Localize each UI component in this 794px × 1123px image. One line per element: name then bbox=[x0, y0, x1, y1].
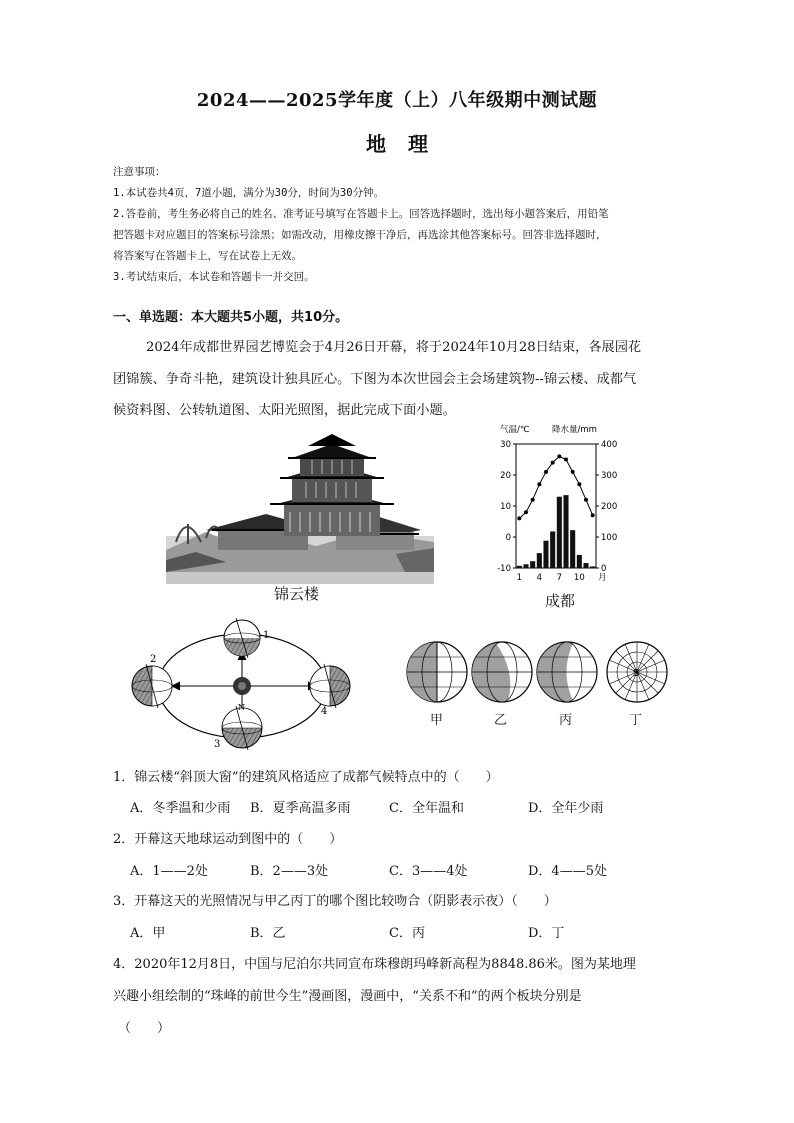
globe-jia bbox=[407, 642, 467, 702]
precip-bar bbox=[557, 497, 562, 568]
temp-point bbox=[537, 482, 541, 486]
note-item: 1.本试卷共4页，7道小题，满分为30分，时间为30分钟。 bbox=[113, 187, 385, 199]
temp-point bbox=[551, 461, 555, 465]
question-2-stem: 2．开幕这天地球运动到图中的（ ） bbox=[113, 832, 343, 847]
precip-bar bbox=[563, 495, 568, 568]
passage-line: 候资料图、公转轨道图、太阳光照图，据此完成下面小题。 bbox=[113, 403, 456, 418]
temp-point bbox=[524, 510, 528, 514]
plot-frame bbox=[516, 444, 596, 568]
question-3-option-c[interactable]: C．丙 bbox=[389, 926, 425, 941]
precip-bar bbox=[570, 530, 575, 568]
orbit-label-4: 4 bbox=[321, 706, 328, 717]
orbit-label-1: 1 bbox=[263, 630, 270, 641]
temp-tick-label: 20 bbox=[500, 471, 511, 481]
precip-bar bbox=[550, 531, 555, 568]
x-tick-label: 1 bbox=[516, 573, 523, 583]
passage-line: 2024年成都世界园艺博览会于4月26日开幕，将于2024年10月28日结束，各展园花 bbox=[146, 340, 642, 355]
precip-bar bbox=[523, 564, 528, 568]
globe-label-jia: 甲 bbox=[430, 713, 444, 728]
notes-heading: 注意事项： bbox=[113, 166, 166, 178]
question-3-stem: 3．开幕这天的光照情况与甲乙丙丁的哪个图比较吻合（阴影表示夜）（ ） bbox=[113, 894, 557, 909]
orbit-diagram bbox=[128, 614, 358, 754]
x-tick-label: 7 bbox=[556, 573, 563, 583]
temp-tick-label: 0 bbox=[505, 533, 511, 543]
temp-point bbox=[577, 482, 581, 486]
globe-bing bbox=[537, 642, 597, 702]
temp-tick-label: -10 bbox=[497, 564, 511, 574]
climate-caption: 成都 bbox=[545, 592, 576, 610]
precip-bar bbox=[517, 566, 522, 568]
question-2-option-c[interactable]: C．3——4处 bbox=[389, 864, 468, 879]
precip-tick-label: 200 bbox=[601, 502, 618, 512]
question-1-option-d[interactable]: D．全年少雨 bbox=[528, 801, 604, 816]
question-4-stem-line: （ ） bbox=[118, 1021, 171, 1036]
question-1-option-b[interactable]: B．夏季高温多雨 bbox=[250, 801, 351, 816]
passage-line: 团锦簇、争奇斗艳，建筑设计独具匠心。下图为本次世园会主会场建筑物--锦云楼、成都气 bbox=[113, 372, 637, 387]
question-3-option-d[interactable]: D．丁 bbox=[528, 926, 565, 941]
building-caption: 锦云楼 bbox=[274, 585, 320, 603]
precip-bar bbox=[530, 561, 535, 568]
earth-position-2 bbox=[132, 664, 172, 708]
precip-axis-label: 降水量/mm bbox=[552, 425, 597, 435]
jinyun-building-illustration bbox=[166, 432, 434, 584]
earth-position-1 bbox=[224, 618, 260, 658]
question-1-option-a[interactable]: A．冬季温和少雨 bbox=[130, 801, 231, 816]
precip-tick-label: 100 bbox=[601, 533, 618, 543]
exam-title: 2024——2025学年度（上）八年级期中测试题 bbox=[196, 90, 598, 111]
temp-point bbox=[564, 458, 568, 462]
orbit-label-3: 3 bbox=[214, 739, 221, 750]
precip-tick-label: 400 bbox=[601, 440, 618, 450]
globe-label-bing: 丙 bbox=[559, 713, 573, 728]
temp-axis-label: 气温/℃ bbox=[500, 425, 530, 435]
temp-point bbox=[531, 498, 535, 502]
note-item: 将答案写在答题卡上，写在试卷上无效。 bbox=[113, 250, 302, 262]
section-heading: 一、单选题：本大题共5小题，共10分。 bbox=[113, 310, 349, 325]
precip-tick-label: 0 bbox=[601, 564, 607, 574]
x-tick-label: 10 bbox=[573, 573, 585, 583]
question-1-option-c[interactable]: C．全年温和 bbox=[389, 801, 464, 816]
note-item: 把答题卡对应题目的答案标号涂黑；如需改动，用橡皮擦干净后，再选涂其他答案标号。回答非选择题时， bbox=[113, 229, 607, 241]
temp-line bbox=[519, 456, 592, 518]
note-item: 2.答卷前，考生务必将自己的姓名、准考证号填写在答题卡上。回答选择题时，选出每小题答案后，用铅笔 bbox=[113, 208, 609, 220]
precip-bar bbox=[543, 541, 548, 568]
question-3-option-b[interactable]: B．乙 bbox=[250, 926, 286, 941]
globe-ding bbox=[607, 642, 667, 702]
note-item: 3.考试结束后，本试卷和答题卡一并交回。 bbox=[113, 271, 315, 283]
temp-point bbox=[584, 498, 588, 502]
globe-label-ding: 丁 bbox=[629, 713, 643, 728]
x-tick-label: 4 bbox=[536, 573, 543, 583]
temp-point bbox=[571, 470, 575, 474]
question-2-option-b[interactable]: B．2——3处 bbox=[250, 864, 329, 879]
question-4-stem-line: 4．2020年12月8日，中国与尼泊尔共同宣布珠穆朗玛峰新高程为8848.86米。图为某地理 bbox=[113, 957, 636, 972]
question-1-stem: 1．锦云楼“斜顶大窗”的建筑风格适应了成都气候特点中的（ ） bbox=[113, 770, 499, 785]
temp-tick-label: 10 bbox=[500, 502, 511, 512]
question-4-stem-line: 兴趣小组绘制的“珠峰的前世今生”漫画图，漫画中，“关系不和”的两个板块分别是 bbox=[113, 989, 582, 1004]
orbit-label-2: 2 bbox=[150, 654, 157, 665]
question-2-option-d[interactable]: D．4——5处 bbox=[528, 864, 607, 879]
precip-bar bbox=[577, 555, 582, 568]
question-3-option-a[interactable]: A．甲 bbox=[130, 926, 166, 941]
globe-yi bbox=[472, 642, 532, 702]
precip-bar bbox=[590, 566, 595, 568]
question-2-option-a[interactable]: A．1——2处 bbox=[130, 864, 208, 879]
climate-chart bbox=[470, 422, 640, 590]
globe-label-yi: 乙 bbox=[494, 713, 508, 728]
sunlight-globes bbox=[406, 640, 676, 710]
precip-bar bbox=[537, 553, 542, 568]
temp-point bbox=[557, 454, 561, 458]
x-axis-unit: 月 bbox=[598, 573, 607, 583]
temp-point bbox=[517, 516, 521, 520]
globe-s-label: S bbox=[633, 668, 640, 679]
precip-tick-label: 300 bbox=[601, 471, 618, 481]
temp-point bbox=[591, 513, 595, 517]
orbit-n-label: N bbox=[238, 703, 245, 712]
precip-bar bbox=[583, 563, 588, 568]
earth-position-3 bbox=[222, 706, 262, 750]
subject-title: 地理 bbox=[366, 132, 450, 156]
temp-point bbox=[544, 470, 548, 474]
temp-tick-label: 30 bbox=[500, 440, 511, 450]
earth-position-4 bbox=[310, 664, 350, 708]
